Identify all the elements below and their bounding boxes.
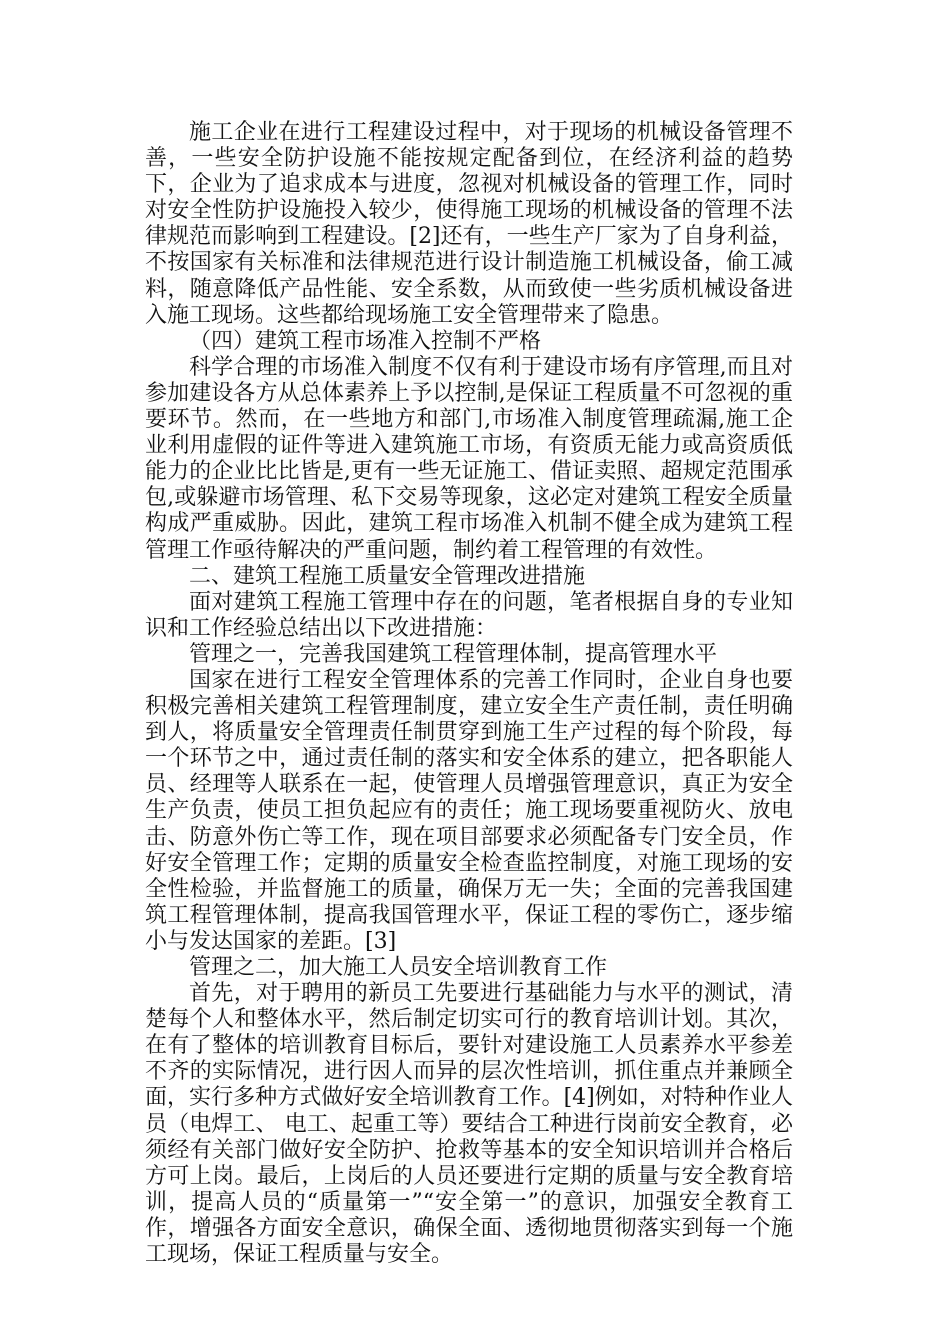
body-paragraph: 科学合理的市场准入制度不仅有利于建设市场有序管理,而且对参加建设各方从总体素养上予以控制,是保证工程质量不可忽视的重要环节。然而，在一些地方和部门,市场准入制度管理疏漏,施工企业利用虚假的证件等进入建筑施工市场，有资质无能力或高资质低能力的企业比比皆是,更有一些无证施工、借证卖照、超规定范围承包,或躲避市场管理、私下交易等现象，这必定对建筑工程安全质量构成严重威胁。因此，建筑工程市场准入机制不健全成为建筑工程管理工作亟待解决的严重问题，制约着工程管理的有效性。: [145, 354, 793, 563]
body-paragraph: 施工企业在进行工程建设过程中，对于现场的机械设备管理不善，一些安全防护设施不能按规定配备到位，在经济利益的趋势下，企业为了追求成本与进度，忽视对机械设备的管理工作，同时对安全性防护设施投入较少，使得施工现场的机械设备的管理不法律规范而影响到工程建设。[2]还有，一些生产厂家为了自身利益，不按国家有关标准和法律规范进行设计制造施工机械设备，偷工减料，随意降低产品性能、安全系数，从而致使一些劣质机械设备进入施工现场。这些都给现场施工安全管理带来了隐患。: [145, 120, 793, 328]
section-heading: （四）建筑工程市场准入控制不严格: [189, 328, 542, 354]
section-heading: 管理之一，完善我国建筑工程管理体制，提高管理水平: [189, 641, 718, 667]
body-paragraph: 国家在进行工程安全管理体系的完善工作同时，企业自身也要积极完善相关建筑工程管理制度，建立安全生产责任制，责任明确到人，将质量安全管理责任制贯穿到施工生产过程的每个阶段，每一个环节之中，通过责任制的落实和安全体系的建立，把各职能人员、经理等人联系在一起，使管理人员增强管理意识，真正为安全生产负责，使员工担负起应有的责任；施工现场要重视防火、放电击、防意外伤亡等工作，现在项目部要求必须配备专门安全员，作好安全管理工作；定期的质量安全检查监控制度，对施工现场的安全性检验，并监督施工的质量，确保万无一失；全面的完善我国建筑工程管理体制，提高我国管理水平，保证工程的零伤亡，逐步缩小与发达国家的差距。[3]: [145, 667, 793, 954]
document-body: [145, 120, 793, 1268]
section-heading: 管理之二，加大施工人员安全培训教育工作: [189, 955, 608, 980]
section-heading: 二、建筑工程施工质量安全管理改进措施: [189, 563, 586, 589]
body-paragraph: 面对建筑工程施工管理中存在的问题，笔者根据自身的专业知识和工作经验总结出以下改进措施：: [145, 589, 793, 641]
body-paragraph: 首先，对于聘用的新员工先要进行基础能力与水平的测试，清楚每个人和整体水平，然后制定切实可行的教育培训计划。其次，在有了整体的培训教育目标后，要针对建设施工人员素养水平参差不齐的实际情况，进行因人而异的层次性培训，抓住重点并兼顾全面，实行多种方式做好安全培训教育工作。[4]例如，对特种作业人员（电焊工、 电工、起重工等）要结合工种进行岗前安全教育，必须经有关部门做好安全防护、抢救等基本的安全知识培训并合格后方可上岗。最后，上岗后的人员还要进行定期的质量与安全教育培训，提高人员的“质量第一”“安全第一”的意识，加强安全教育工作，增强各方面安全意识，确保全面、透彻地贯彻落实到每一个施工现场，保证工程质量与安全。: [145, 981, 793, 1268]
